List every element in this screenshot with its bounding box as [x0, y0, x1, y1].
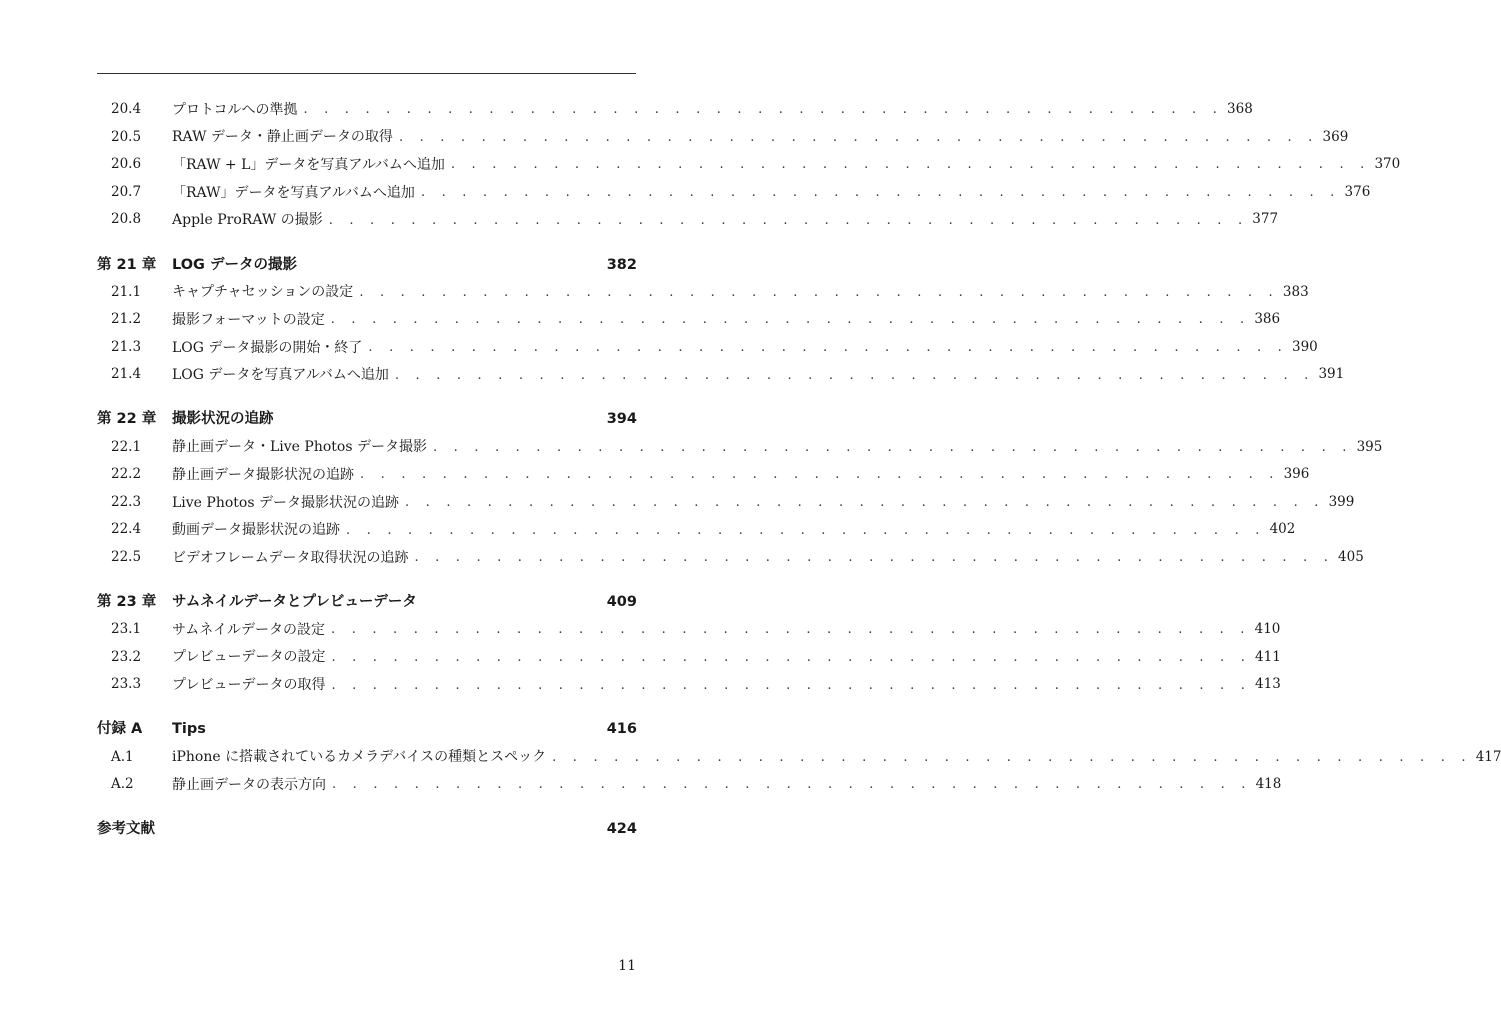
section-entry[interactable]	[97, 671, 1281, 699]
section-page-number: 376	[1344, 183, 1371, 200]
section-page-number: 399	[1328, 493, 1355, 510]
chapter-page-number: 416	[606, 721, 637, 738]
chapter-heading[interactable]	[97, 589, 637, 617]
section-number: 23.1	[111, 621, 142, 638]
section-number: 22.4	[111, 521, 142, 538]
section-number: 22.3	[111, 493, 142, 510]
section-entry[interactable]	[97, 616, 1281, 644]
section-number: 23.2	[111, 648, 142, 665]
section-title: プロトコルへの準拠	[172, 101, 298, 118]
section-page-number: 368	[1227, 101, 1253, 118]
toc-group	[97, 816, 637, 844]
section-title: iPhone に搭載されているカメラデバイスの種類とスペック	[172, 749, 547, 766]
dot-leader: . . . . . . . . . . . . . . . . . . . . . . . . . . . . . . . . . . . . . . . . . . . . .	[331, 622, 1251, 638]
dot-leader: . . . . . . . . . . . . . . . . . . . . . . . . . . . . . . . . . . . . . . . . . . . . .	[420, 185, 1341, 201]
page-number: 11	[618, 958, 636, 974]
section-title: Apple ProRAW の撮影	[172, 212, 323, 229]
chapter-heading[interactable]	[97, 716, 637, 744]
chapter-page-number: 424	[606, 821, 637, 838]
dot-leader: . . . . . . . . . . . . . . . . . . . . . . . . . . . . . . . . . . . . . . . . . . . . .	[330, 312, 1251, 328]
toc-group	[97, 251, 1345, 389]
section-number: 21.3	[111, 338, 142, 355]
dot-leader: . . . . . . . . . . . . . . . . . . . . . . . . . . . . . . . . . . . . . . . . . . . . .	[328, 212, 1249, 228]
chapter-number: 第 22 章	[97, 411, 157, 428]
section-number: 20.4	[111, 101, 142, 118]
section-entry[interactable]	[97, 206, 1279, 234]
section-page-number: 395	[1356, 438, 1383, 455]
dot-leader: . . . . . . . . . . . . . . . . . . . . . . . . . . . . . . . . . . . . . . . . . . . . .	[331, 677, 1252, 693]
section-number: 22.5	[111, 548, 142, 565]
chapter-title: サムネイルデータとプレビューデータ	[172, 594, 417, 611]
section-page-number: 418	[1255, 776, 1282, 793]
section-page-number: 411	[1255, 648, 1281, 665]
dot-leader: . . . . . . . . . . . . . . . . . . . . . . . . . . . . . . . . . . . . . . . . . . . . .	[368, 340, 1288, 356]
section-title: 撮影フォーマットの設定	[172, 311, 325, 328]
section-entry[interactable]	[97, 461, 1310, 489]
section-entry[interactable]	[97, 96, 1253, 124]
section-title: 静止画データの表示方向	[172, 776, 326, 793]
chapter-title: 撮影状況の追跡	[172, 411, 274, 428]
dot-leader: . . . . . . . . . . . . . . . . . . . . . . . . . . . . . . . . . . . . . . . . . . . . .	[432, 439, 1353, 455]
section-entry[interactable]	[97, 361, 1345, 389]
dot-leader: . . . . . . . . . . . . . . . . . . . . . . . . . . . . . . . . . . . . . . . . . . . . .	[404, 495, 1325, 511]
chapter-number: 付録 A	[97, 721, 143, 738]
toc-group	[97, 96, 1401, 234]
section-page-number: 413	[1255, 676, 1281, 693]
dot-leader: . . . . . . . . . . . . . . . . . . . . . . . . . . . . . . . . . . . . . . . . . . . . .	[450, 157, 1371, 173]
dot-leader: . . . . . . . . . . . . . . . . . . . . . . . . . . . . . . . . . . . . . . . . . . . . .	[398, 129, 1319, 145]
dot-leader: . . . . . . . . . . . . . . . . . . . . . . . . . . . . . . . . . . . . . . . . . . . . .	[359, 284, 1279, 300]
dot-leader: . . . . . . . . . . . . . . . . . . . . . . . . . . . . . . . . . . . . . . . . . . . . .	[303, 102, 1224, 118]
section-entry[interactable]	[97, 771, 1282, 799]
section-title: プレビューデータの設定	[172, 649, 326, 666]
section-entry[interactable]	[97, 434, 1383, 462]
section-page-number: 396	[1283, 466, 1310, 483]
chapter-heading[interactable]	[97, 406, 637, 434]
section-number: 20.5	[111, 128, 142, 145]
section-title: RAW データ・静止画データの取得	[172, 129, 393, 146]
section-entry[interactable]	[97, 544, 1364, 572]
section-entry[interactable]	[97, 151, 1401, 179]
section-title: 静止画データ撮影状況の追跡	[172, 466, 354, 483]
section-page-number: 386	[1254, 311, 1281, 328]
section-number: 21.4	[111, 366, 142, 383]
section-page-number: 391	[1318, 366, 1345, 383]
section-entry[interactable]	[97, 279, 1309, 307]
section-title: LOG データを写真アルバムへ追加	[172, 367, 389, 384]
chapter-heading[interactable]	[97, 251, 637, 279]
section-page-number: 402	[1269, 521, 1296, 538]
section-page-number: 390	[1292, 338, 1318, 355]
section-title: Live Photos データ撮影状況の追跡	[172, 494, 399, 511]
section-page-number: 417	[1475, 748, 1501, 765]
chapter-title: LOG データの撮影	[172, 256, 297, 273]
section-entry[interactable]	[97, 743, 1501, 771]
section-title: ビデオフレームデータ取得状況の追跡	[172, 549, 409, 566]
dot-leader: . . . . . . . . . . . . . . . . . . . . . . . . . . . . . . . . . . . . . . . . . . . . .	[332, 777, 1252, 793]
section-entry[interactable]	[97, 516, 1296, 544]
section-page-number: 369	[1322, 128, 1349, 145]
header-rule	[97, 73, 636, 74]
section-title: サムネイルデータの設定	[172, 621, 326, 638]
dot-leader: . . . . . . . . . . . . . . . . . . . . . . . . . . . . . . . . . . . . . . . . . . . . .	[414, 550, 1335, 566]
dot-leader: . . . . . . . . . . . . . . . . . . . . . . . . . . . . . . . . . . . . . . . . . . . . .	[360, 467, 1280, 483]
section-page-number: 377	[1252, 211, 1279, 228]
dot-leader: . . . . . . . . . . . . . . . . . . . . . . . . . . . . . . . . . . . . . . . . . . . . .	[346, 522, 1266, 538]
dot-leader: . . . . . . . . . . . . . . . . . . . . . . . . . . . . . . . . . . . . . . . . . . . . .	[394, 367, 1315, 383]
section-title: LOG データ撮影の開始・終了	[172, 339, 363, 356]
chapter-page-number: 382	[606, 256, 637, 273]
section-entry[interactable]	[97, 334, 1318, 362]
toc-group	[97, 589, 1281, 699]
dot-leader: . . . . . . . . . . . . . . . . . . . . . . . . . . . . . . . . . . . . . . . . . . . . .	[552, 749, 1472, 765]
section-number: 20.7	[111, 183, 142, 200]
section-number: A.2	[111, 776, 134, 793]
chapter-title: Tips	[172, 721, 206, 738]
section-number: 23.3	[111, 676, 142, 693]
section-entry[interactable]	[97, 489, 1355, 517]
section-entry[interactable]	[97, 306, 1281, 334]
chapter-number: 第 21 章	[97, 256, 157, 273]
section-number: A.1	[111, 748, 134, 765]
section-number: 21.2	[111, 311, 142, 328]
section-page-number: 410	[1254, 621, 1281, 638]
chapter-page-number: 394	[606, 411, 637, 428]
section-page-number: 383	[1282, 283, 1309, 300]
section-title: プレビューデータの取得	[172, 677, 326, 694]
toc-group	[97, 406, 1383, 572]
section-title: 動画データ撮影状況の追跡	[172, 522, 340, 539]
section-entry[interactable]	[97, 179, 1371, 207]
section-page-number: 370	[1374, 156, 1401, 173]
chapter-heading[interactable]	[97, 816, 637, 844]
section-entry[interactable]	[97, 124, 1349, 152]
section-number: 21.1	[111, 283, 142, 300]
section-number: 20.6	[111, 156, 142, 173]
section-title: 「RAW」データを写真アルバムへ追加	[172, 184, 415, 201]
section-title: 「RAW + L」データを写真アルバムへ追加	[172, 156, 445, 173]
chapter-number: 参考文献	[97, 821, 155, 838]
section-entry[interactable]	[97, 644, 1281, 672]
section-title: キャプチャセッションの設定	[172, 284, 354, 301]
table-of-contents	[97, 96, 1501, 843]
section-number: 20.8	[111, 211, 142, 228]
chapter-page-number: 409	[606, 594, 637, 611]
section-number: 22.1	[111, 438, 142, 455]
toc-group	[97, 716, 1501, 799]
section-page-number: 405	[1338, 548, 1364, 565]
section-number: 22.2	[111, 466, 142, 483]
section-title: 静止画データ・Live Photos データ撮影	[172, 439, 427, 456]
dot-leader: . . . . . . . . . . . . . . . . . . . . . . . . . . . . . . . . . . . . . . . . . . . . .	[331, 649, 1252, 665]
chapter-number: 第 23 章	[97, 594, 157, 611]
